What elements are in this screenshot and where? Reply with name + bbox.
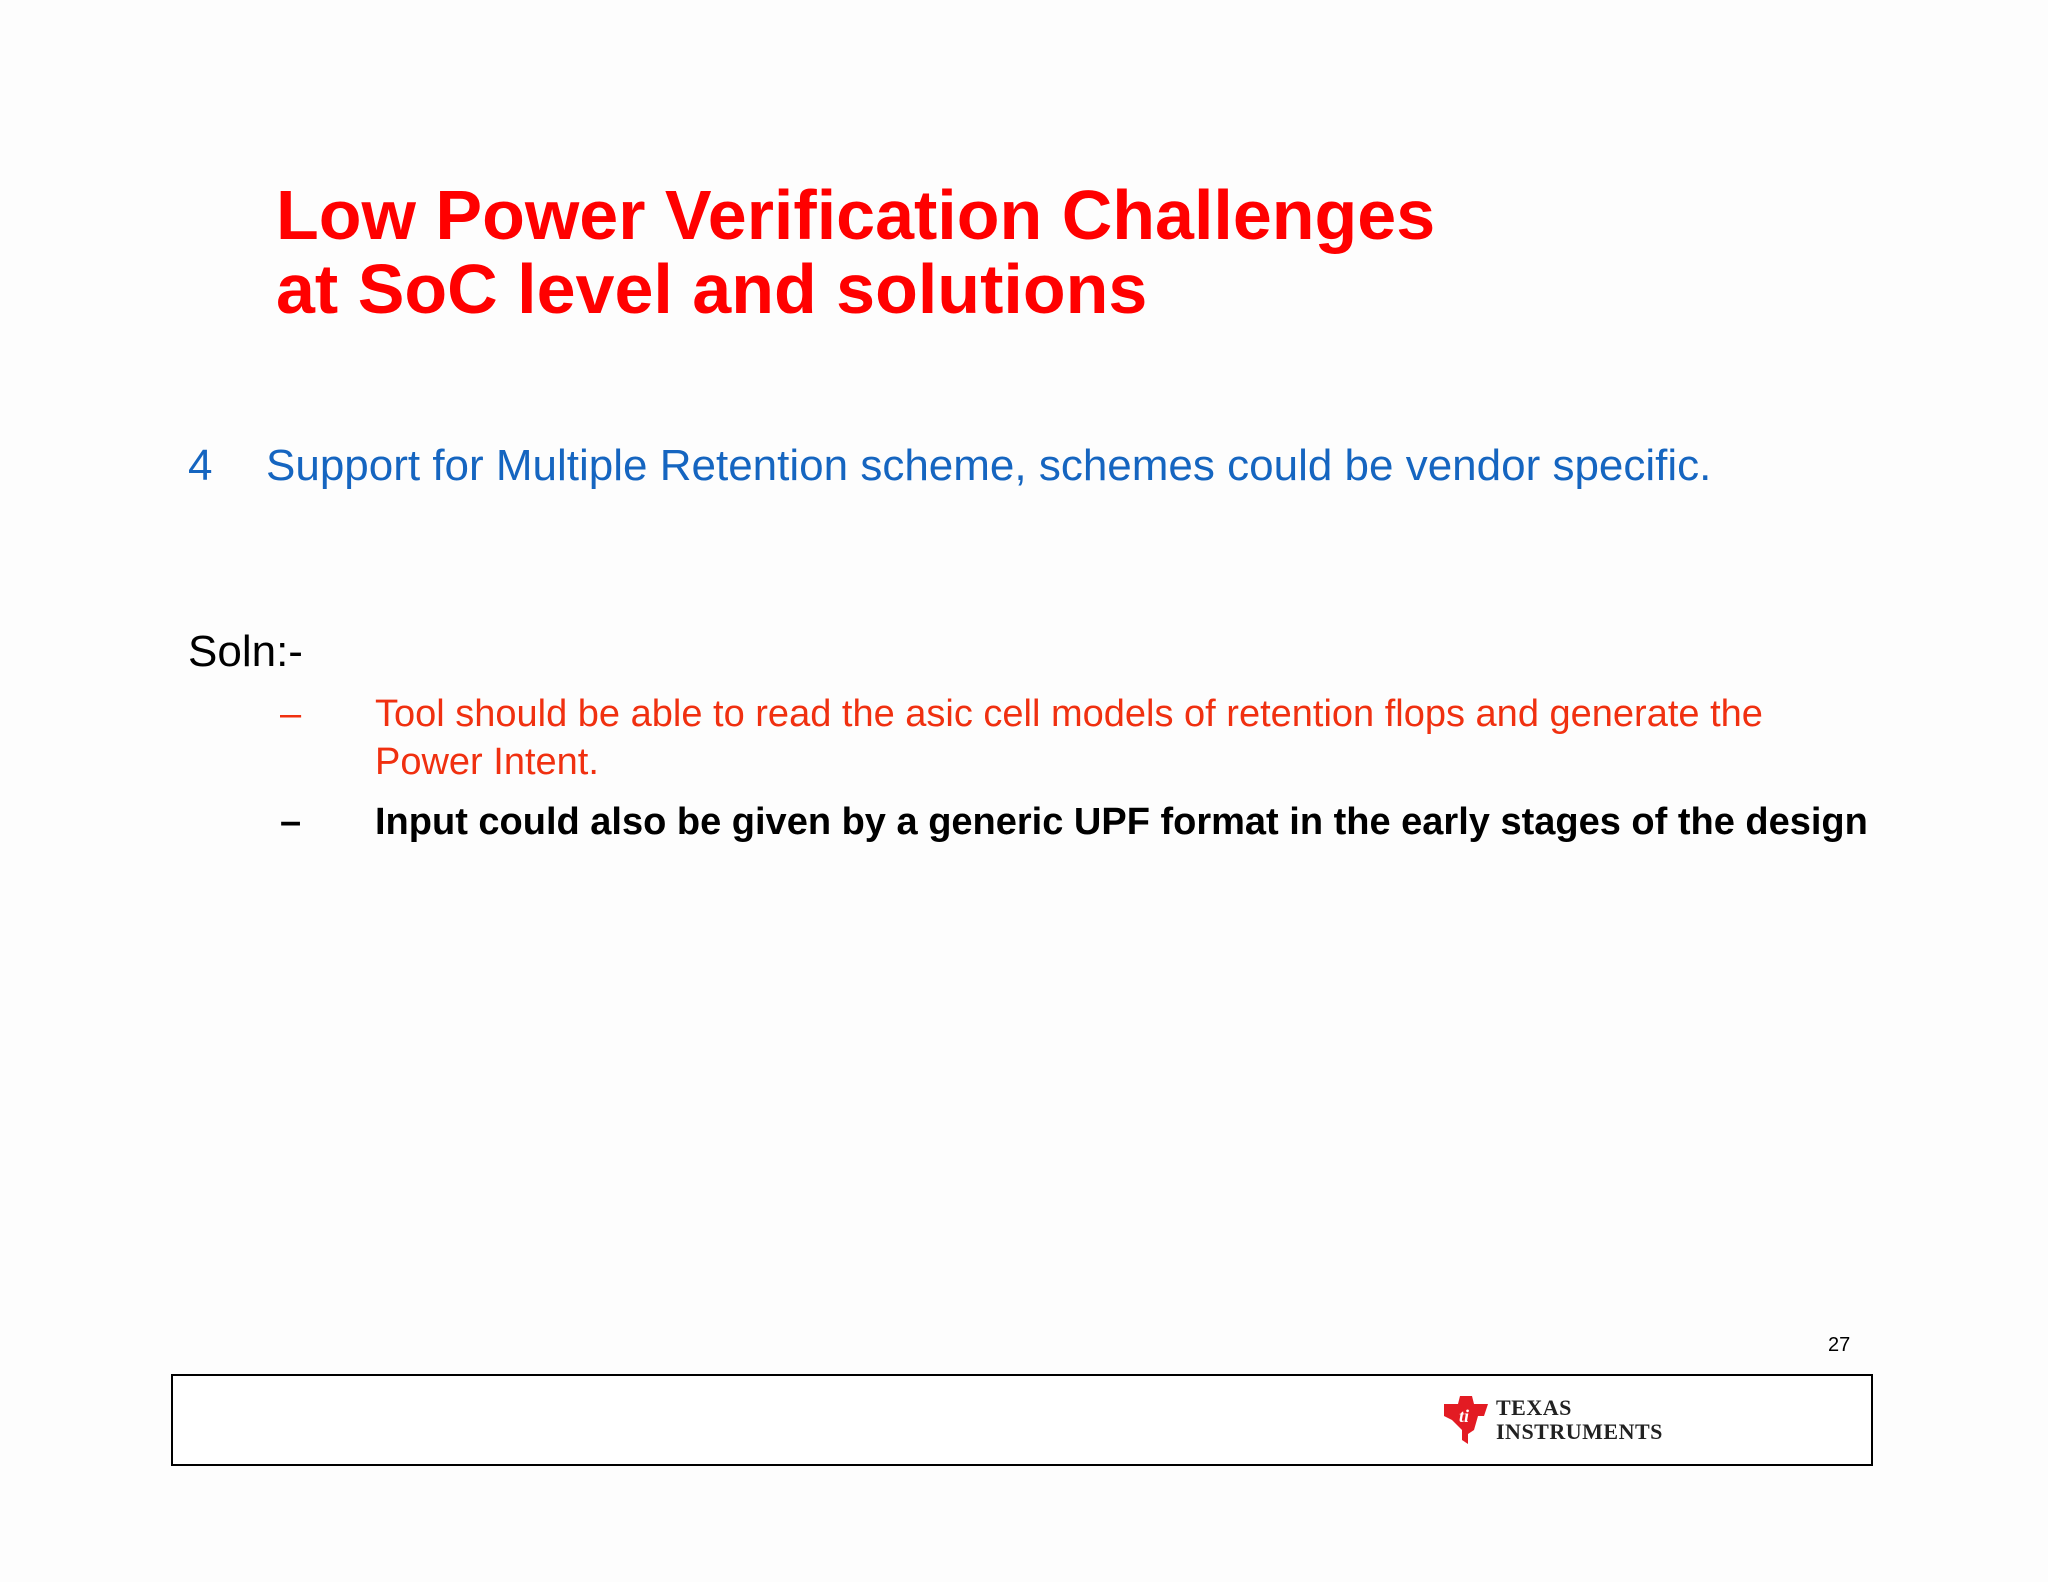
bullet-dash: – xyxy=(280,693,302,735)
logo-wordmark xyxy=(1496,1396,1663,1444)
bullet-text: Input could also be given by a generic UPF format in the early stages of the design xyxy=(375,801,1868,843)
slide-title-line2: at SoC level and solutions xyxy=(276,250,1148,328)
solution-label: Soln:- xyxy=(188,627,303,676)
bullet-item xyxy=(278,690,1878,786)
svg-text:ti: ti xyxy=(1459,1406,1470,1426)
solution-bullets xyxy=(278,690,1878,858)
slide-title xyxy=(276,178,1435,326)
bullet-dash: – xyxy=(280,801,302,843)
numbered-point xyxy=(188,440,1711,492)
logo-line1: TEXAS xyxy=(1496,1395,1572,1420)
logo-line2: INSTRUMENTS xyxy=(1496,1419,1663,1444)
bullet-item xyxy=(278,798,1878,846)
ti-logo-icon xyxy=(1438,1390,1494,1446)
texas-instruments-logo xyxy=(1438,1390,1678,1450)
page-number: 27 xyxy=(1828,1334,1851,1356)
bullet-text: Tool should be able to read the asic cell models of retention flops and generate the Power Intent. xyxy=(375,693,1763,783)
slide-title-line1: Low Power Verification Challenges xyxy=(276,176,1436,254)
point-text: Support for Multiple Retention scheme, schemes could be vendor specific. xyxy=(266,441,1712,490)
point-number: 4 xyxy=(188,441,213,490)
